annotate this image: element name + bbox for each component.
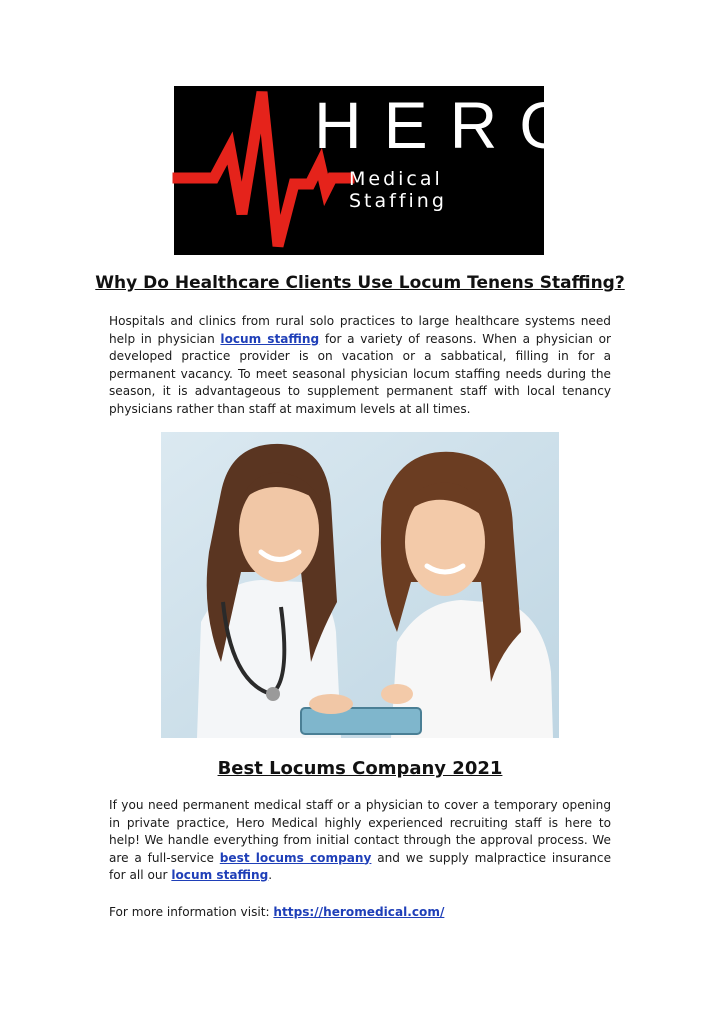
brand-name: HERO (314, 88, 593, 162)
company-text-c: . (268, 868, 273, 882)
doctors-illustration (161, 432, 559, 738)
more-info-text: For more information visit: (109, 905, 274, 919)
intro-text-a: Hospitals and clinics from rural solo practices to large healthcare systems need help in physician (109, 314, 611, 346)
more-info-paragraph (109, 904, 611, 922)
locum-staffing-link-2[interactable]: locum staffing (171, 868, 269, 882)
brand-subtitle: Medical Staffing (349, 168, 447, 212)
company-paragraph (109, 797, 611, 885)
intro-text-b: for a variety of reasons. When a physician or developed practice provider is on vacation or a sabbatical, filling in for a permanent vacancy. To meet seasonal physician locum staffing needs during the season, it is advantageous to supplement permanent staff with local tenancy physicians rather than staff at maximum levels at all times. (109, 331, 611, 416)
company-text-b: and we supply malpractice insurance for all our (109, 850, 612, 882)
section-heading-best-locums: Best Locums Company 2021 (217, 758, 503, 779)
doctors-with-tablet-photo (161, 432, 559, 738)
company-text-a: If you need permanent medical staff or a physician to cover a temporary opening in private practice, Hero Medical highly experienced recruiting staff is here to help! We handle everything from initial contact through the approval process. We are a full-service (109, 798, 611, 865)
website-link[interactable]: https://heromedical.com/ (273, 905, 445, 919)
best-locums-company-link[interactable]: best locums company (219, 850, 372, 865)
intro-paragraph (109, 313, 611, 418)
section-heading-locum-tenens: Why Do Healthcare Clients Use Locum Tenens Staffing? (95, 273, 625, 293)
locum-staffing-link[interactable]: locum staffing (220, 331, 320, 346)
hero-medical-logo (174, 86, 593, 255)
